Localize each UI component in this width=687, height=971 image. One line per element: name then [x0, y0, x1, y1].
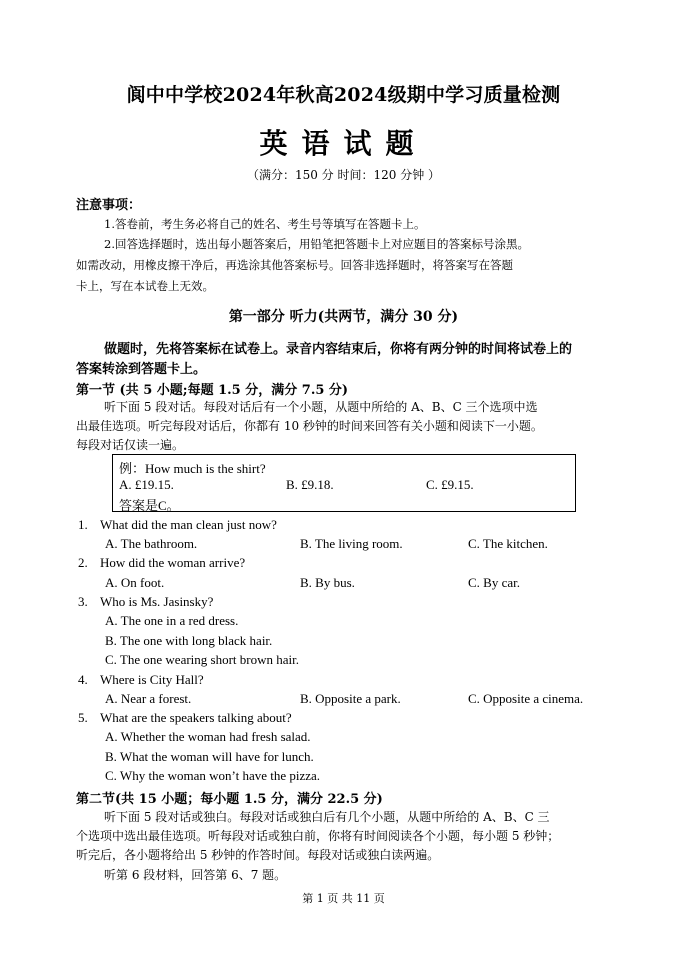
question-text: Where is City Hall? — [100, 672, 204, 687]
notice-item-1: 1.答卷前，考生务必将自己的姓名、考生号等填写在答题卡上。 — [104, 217, 426, 231]
subject-title: 英语试题 — [259, 127, 428, 160]
question-text: How did the woman arrive? — [100, 555, 246, 570]
example-option-c: C. £9.15. — [426, 477, 474, 492]
option-c: C. Opposite a cinema. — [468, 691, 584, 706]
notice-item-2-line-1: 2.回答选择题时，选出每小题答案后，用铅笔把答题卡上对应题目的答案标号涂黑。 — [104, 237, 529, 251]
question-number: 4. — [78, 672, 88, 687]
part1-instruction-line-1: 做题时，先将答案标在试卷上。录音内容结束后，你将有两分钟的时间将试卷上的 — [104, 342, 573, 357]
section2-desc-line-3: 听完后，各小题将给出 5 秒钟的作答时间。每段对话或独白读两遍。 — [76, 848, 440, 862]
example-question: 例：How much is the shirt? — [119, 461, 266, 476]
notice-title: 注意事项： — [76, 198, 142, 213]
question-number: 3. — [78, 594, 88, 609]
option-a: A. The bathroom. — [105, 536, 198, 551]
score-info: （满分：150 分 时间：120 分钟 ） — [246, 168, 441, 182]
option-a: A. Whether the woman had fresh salad. — [105, 729, 311, 744]
option-a: A. The one in a red dress. — [105, 613, 239, 628]
question-number: 2. — [78, 555, 88, 570]
option-a: A. Near a forest. — [105, 691, 192, 706]
example-box — [112, 454, 576, 512]
option-c: C. Why the woman won’t have the pizza. — [105, 768, 321, 783]
notice-item-2-line-3: 卡上，写在本试卷上无效。 — [76, 279, 214, 293]
option-b: B. The living room. — [300, 536, 403, 551]
question-text: What are the speakers talking about? — [100, 710, 292, 725]
question-number: 1. — [78, 517, 88, 532]
option-c: C. By car. — [468, 575, 520, 590]
option-b: B. By bus. — [300, 575, 355, 590]
option-c: C. The one wearing short brown hair. — [105, 652, 299, 667]
option-a: A. On foot. — [105, 575, 165, 590]
section2-desc-line-1: 听下面 5 段对话或独白。每段对话或独白后有几个小题，从题中所给的 A、B、C 三 — [104, 810, 550, 824]
option-b: B. What the woman will have for lunch. — [105, 749, 314, 764]
section1-desc-line-1: 听下面 5 段对话。每段对话后有一个小题，从题中所给的 A、B、C 三个选项中选 — [104, 400, 538, 414]
section2-desc-line-2: 个选项中选出最佳选项。听每段对话或独白前，你将有时间阅读各个小题，每小题 5 秒钟； — [76, 829, 560, 843]
page-footer: 第 1 页 共 11 页 — [302, 892, 385, 905]
part1-instruction-line-2: 答案转涂到答题卡上。 — [76, 362, 207, 377]
option-b: B. The one with long black hair. — [105, 633, 273, 648]
school-title: 阆中中学校2024年秋高2024级期中学习质量检测 — [126, 84, 561, 106]
section1-title: 第一节 (共 5 小题;每题 1.5 分，满分 7.5 分) — [76, 383, 349, 398]
section1-desc-line-3: 每段对话仅读一遍。 — [76, 438, 185, 452]
question-text: What did the man clean just now? — [100, 517, 277, 532]
section2-title: 第二节(共 15 小题；每小题 1.5 分，满分 22.5 分) — [76, 792, 383, 807]
example-option-b: B. £9.18. — [286, 477, 334, 492]
question-number: 5. — [78, 710, 88, 725]
option-c: C. The kitchen. — [468, 536, 548, 551]
passage-6-instruction: 听第 6 段材料，回答第 6、7 题。 — [104, 868, 287, 882]
notice-item-2-line-2: 如需改动，用橡皮擦干净后，再选涂其他答案标号。回答非选择题时，将答案写在答题 — [76, 258, 513, 272]
example-option-a: A. £19.15. — [119, 477, 174, 492]
part1-title: 第一部分 听力(共两节，满分 30 分) — [228, 309, 459, 325]
example-answer: 答案是C。 — [119, 498, 180, 513]
question-text: Who is Ms. Jasinsky? — [100, 594, 214, 609]
section1-desc-line-2: 出最佳选项。听完每段对话后，你都有 10 秒钟的时间来回答有关小题和阅读下一小题。 — [76, 419, 543, 433]
option-b: B. Opposite a park. — [300, 691, 401, 706]
